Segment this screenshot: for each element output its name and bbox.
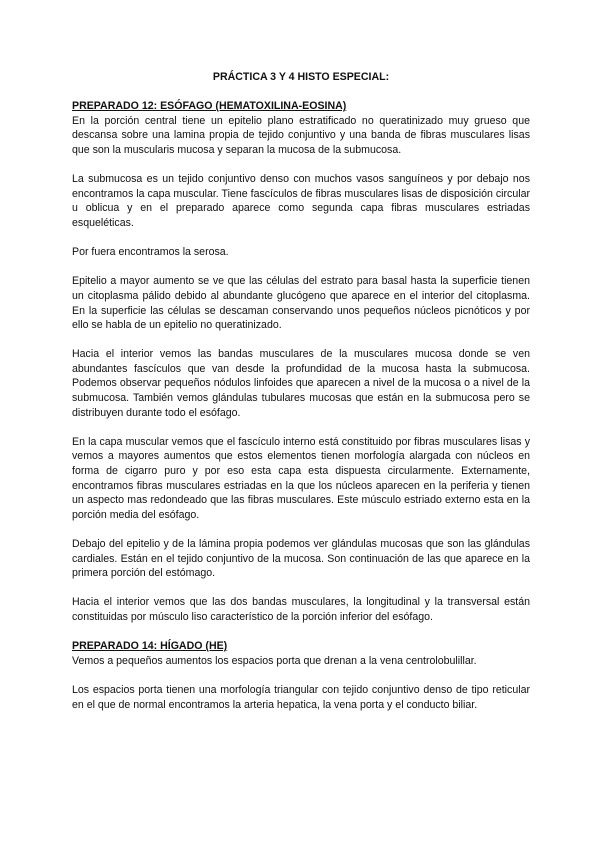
document-page [72, 70, 530, 727]
section-higado [72, 639, 530, 712]
paragraph: Hacia el interior vemos que las dos bandas musculares, la longitudinal y la transversal están constituidas por músculo liso característico de la porción inferior del esófago. [72, 596, 530, 623]
paragraph: Por fuera encontramos la serosa. [72, 246, 229, 259]
paragraph: Los espacios porta tienen una morfología triangular con tejido conjuntivo denso de tipo reticular en el que de normal encontramos la arteria hepatica, la vena porta y el conducto biliar. [72, 683, 530, 711]
paragraph: En la capa muscular vemos que el fascículo interno está constituido por fibras musculares lisas y vemos a mayores aumentos que estos elementos tienen morfología alargada con núcleos en forma de cigarro puro y por eso esta capa esta dispuesta circularmente. Externamente, encontramos fibras musculares estriadas en la que los núcleos aparecen en la periferia y tienen un aspecto mas redondeado que las fibras musculares. Este músculo estriado externo esta en la porción media del esófago. [72, 435, 530, 521]
paragraph: Hacia el interior vemos las bandas musculares de la musculares mucosa donde se ven abundantes fascículos que van desde la profundidad de la mucosa hasta la submucosa. Podemos observar pequeños nódulos linfoides que aparecen a nivel de la mucosa o a nivel de la submucosa. También vemos glándulas tubulares mucosas que están en la submucosa pero se distribuyen durante todo el esófago. [72, 348, 530, 419]
paragraph: La submucosa es un tejido conjuntivo denso con muchos vasos sanguíneos y por debajo nos encontramos la capa muscular. Tiene fascículos de fibras musculares lisas de disposición circular u oblicua y en el preparado aparece como segunda capa fibras musculares estriadas esqueléticas. [72, 173, 530, 229]
section-heading-esofago: PREPARADO 12: ESÓFAGO (HEMATOXILINA-EOSINA) [72, 100, 347, 113]
paragraph: En la porción central tiene un epitelio plano estratificado no queratinizado muy grueso que descansa sobre una lamina propia de tejido conjuntivo y una banda de fibras musculares lisas que son la muscularis mucosa y separan la mucosa de la submucosa. [72, 114, 530, 156]
paragraph: Epitelio a mayor aumento se ve que las células del estrato para basal hasta la superficie tienen un citoplasma pálido debido al abundante glucógeno que aparece en el interior del citoplasma. En la superficie las células se descaman conservando unos pequeños núcleos picnóticos y por ello se habla de un epitelio no queratinizado. [72, 275, 530, 332]
document-title: PRÁCTICA 3 Y 4 HISTO ESPECIAL: [212, 71, 390, 83]
section-heading-higado: PREPARADO 14: HÍGADO (HE) [72, 640, 228, 653]
paragraph: Vemos a pequeños aumentos los espacios porta que drenan a la vena centrolobulillar. [72, 654, 477, 667]
paragraph: Debajo del epitelio y de la lámina propia podemos ver glándulas mucosas que son las glándulas cardiales. Están en el tejido conjuntivo de la mucosa. Son continuación de las que aparece en la primera porción del estómago. [72, 538, 530, 580]
section-esofago [72, 99, 530, 624]
